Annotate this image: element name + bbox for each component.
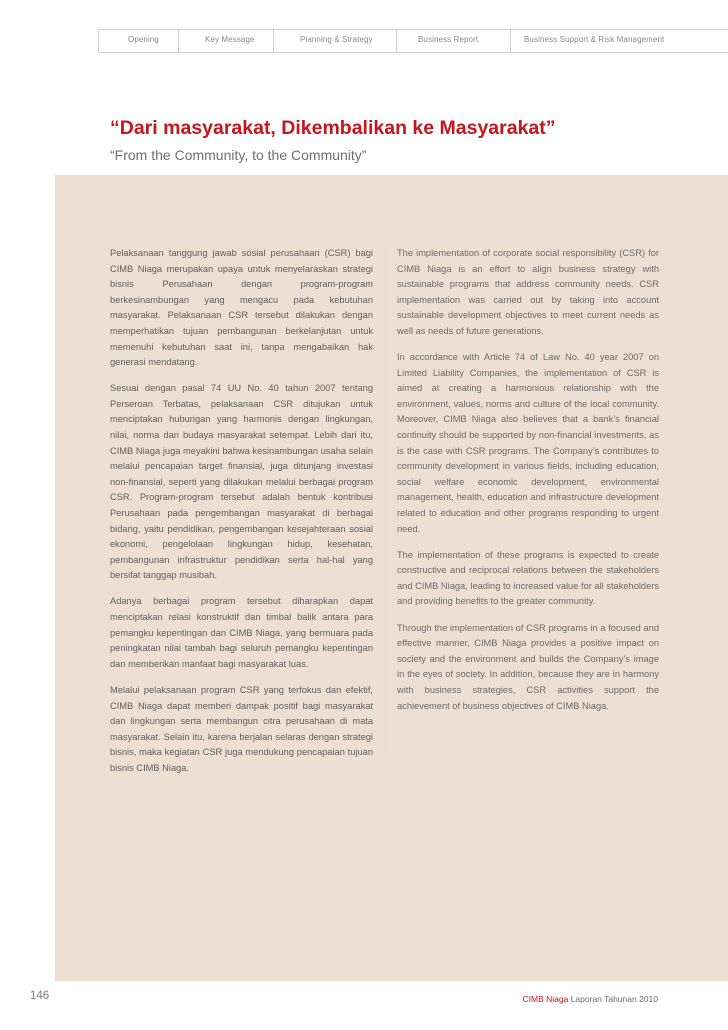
nav-item-opening[interactable]: Opening (128, 35, 159, 44)
paragraph: In accordance with Article 74 of Law No. 40 year 2007 on Limited Liability Companies, the implementation of CSR is aimed at creating a harmonious relationship with the environment, values, norms and culture of the local community. Moreover, CIMB Niaga also believes that a bank’s financial continuity should be supported by non-financial investments, as is the case with CSR programs. The Company’s contributes to community development in various fields, including education, social welfare economic development, environmental management, health, education and infrastructure development related to education and other programs responding to urgent need. (397, 352, 659, 534)
nav-separator (273, 29, 274, 53)
page-number: 146 (30, 990, 50, 1002)
paragraph: Through the implementation of CSR programs in a focused and effective manner, CIMB Niaga provides a positive impact on society and the environment and builds the Company’s image in the eyes of society. In addition, because they are in harmony with business strategies, CSR activities support the achievement of business objectives of CIMB Niaga. (397, 622, 659, 711)
nav-item-planning-strategy[interactable]: Planning & Strategy (300, 35, 373, 44)
nav-item-business-report[interactable]: Business Report (418, 35, 479, 44)
column-divider (385, 246, 386, 756)
page-title: “Dari masyarakat, Dikembalikan ke Masyarakat” (110, 117, 556, 139)
nav-item-key-message[interactable]: Key Message (205, 35, 255, 44)
paragraph: Pelaksanaan tanggung jawab sosial perusahaan (CSR) bagi CIMB Niaga merupakan upaya untuk menyelaraskan strategi bisnis Perusahaan dengan program-program berkesinambungan yang mengacu pada kebutuhan masyarakat. Pelaksanaan CSR tersebut dilakukan dengan memperhatikan tujuan pembangunan berkelanjutan untuk memenuhi kebutuhan saat ini, tanpa mengabaikan hak generasi mendatang. (110, 248, 373, 368)
report-name: Laporan Tahunan 2010 (568, 994, 658, 1004)
paragraph: Melalui pelaksanaan program CSR yang terfokus dan efektif, CIMB Niaga dapat memberi dampak positif bagi masyarakat dan lingkungan serta membangun citra perusahaan di mata masyarakat. Selain itu, karena berjalan selaras dengan strategi bisnis, maka kegiatan CSR juga mendukung pencapaian tujuan bisnis CIMB Niaga. (110, 684, 373, 773)
footer-report-title (523, 994, 658, 1004)
paragraph: Adanya berbagai program tersebut diharapkan dapat menciptakan relasi konstruktif dan timbal balik antara para pemangku kepentingan dan CIMB Niaga, yang bermuara pada peningkatan nilai tambah bagi seluruh pemangku kepentingan dan memberikan manfaat bagi masyarakat luas. (110, 596, 373, 669)
page-subtitle: “From the Community, to the Community” (110, 147, 367, 163)
nav-separator (178, 29, 179, 53)
nav-top-rule (98, 29, 728, 30)
top-navigation (98, 29, 728, 53)
paragraph: The implementation of corporate social responsibility (CSR) for CIMB Niaga is an effort to align business strategy with sustainable programs that address community needs. CSR implementation was carried out by taking into account sustainable development objectives to meet current needs as well as needs of future generations. (397, 248, 659, 336)
nav-item-business-support-risk[interactable]: Business Support & Risk Management (524, 35, 665, 44)
nav-separator (396, 29, 397, 53)
indonesian-column (110, 246, 373, 787)
english-column (397, 246, 659, 725)
nav-separator (98, 29, 99, 53)
nav-bottom-rule (98, 52, 728, 53)
nav-separator (510, 29, 511, 53)
brand-name: CIMB Niaga (522, 994, 569, 1004)
paragraph: Sesuai dengan pasal 74 UU No. 40 tahun 2007 tentang Perseroan Terbatas, pelaksanaan CSR ditujukan untuk menciptakan hubungan yang harmonis dengan lingkungan, nilai, norma dan budaya masyarakat setempat. Lebih dari itu, CIMB Niaga juga meyakini bahwa kesinambungan usaha selain melalui pencapaian target finansial, juga ditunjang investasi non-finansial, seperti yang dilakukan melalui berbagai program CSR. Program-program tersebut adalah bentuk kontribusi Perusahaan pada pengembangan masyarakat di berbagai bidang, yaitu pendidikan, pengembangan kesejahteraan sosial ekonomi, pengelolaan lingkungan hidup, kesehatan, pembangunan infrastruktur pendidikan serta hal-hal yang bersifat tanggap musibah. (110, 383, 373, 581)
paragraph: The implementation of these programs is expected to create constructive and reciprocal relations between the stakeholders and CIMB Niaga, leading to increased value for all stakeholders and providing benefits to the greater community. (397, 549, 660, 607)
